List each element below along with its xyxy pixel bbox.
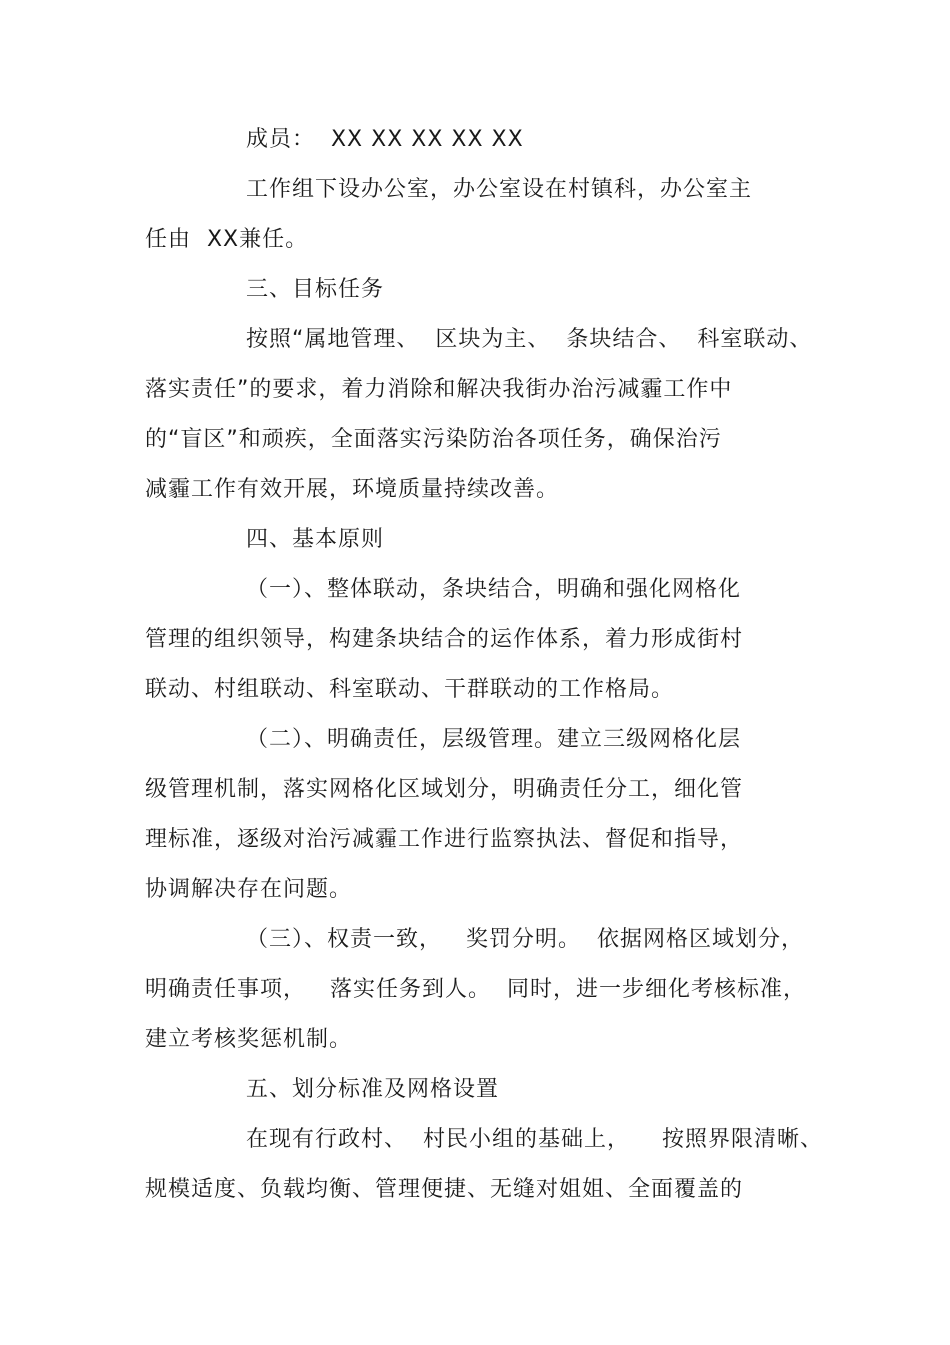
principle-3-line-3: 建立考核奖惩机制。	[145, 1027, 353, 1052]
office-line-2: 任由 XX兼任。	[145, 227, 309, 252]
principle-2-line-2: 级管理机制，落实网格化区域划分，明确责任分工，细化管	[145, 777, 744, 802]
grid-paragraph-line-1: 在现有行政村、 村民小组的基础上， 按照界限清晰、	[246, 1127, 823, 1152]
principle-1-line-1: （一）、整体联动，条块结合，明确和强化网格化	[246, 577, 742, 602]
principle-2-line-3: 理标准，逐级对治污减霾工作进行监察执法、督促和指导，	[145, 827, 744, 852]
goals-paragraph-line-1: 按照“属地管理、 区块为主、 条块结合、 科室联动、	[246, 327, 813, 352]
members-line: 成员： XX XX XX XX XX	[246, 127, 524, 152]
grid-paragraph-line-2: 规模适度、负载均衡、管理便捷、无缝对姐姐、全面覆盖的	[145, 1177, 744, 1202]
goals-paragraph-line-2: 落实责任”的要求，着力消除和解决我街办治污减霾工作中	[145, 377, 733, 402]
section-heading-goals: 三、目标任务	[246, 277, 385, 302]
section-heading-principles: 四、基本原则	[246, 527, 385, 552]
principle-1-line-2: 管理的组织领导，构建条块结合的运作体系，着力形成街村	[145, 627, 744, 652]
principle-2-line-4: 协调解决存在问题。	[145, 877, 353, 902]
section-heading-grid-standards: 五、划分标准及网格设置	[246, 1077, 500, 1102]
office-line-1: 工作组下设办公室，办公室设在村镇科，办公室主	[246, 177, 753, 202]
principle-2-line-1: （二）、明确责任，层级管理。建立三级网格化层	[246, 727, 742, 752]
principle-1-line-3: 联动、村组联动、科室联动、干群联动的工作格局。	[145, 677, 675, 702]
goals-paragraph-line-3: 的“盲区”和顽疾，全面落实污染防治各项任务，确保治污	[145, 427, 722, 452]
principle-3-line-1: （三）、权责一致， 奖罚分明。 依据网格区域划分，	[246, 927, 804, 952]
goals-paragraph-line-4: 减霾工作有效开展，环境质量持续改善。	[145, 477, 560, 502]
principle-3-line-2: 明确责任事项， 落实任务到人。 同时，进一步细化考核标准，	[145, 977, 806, 1002]
